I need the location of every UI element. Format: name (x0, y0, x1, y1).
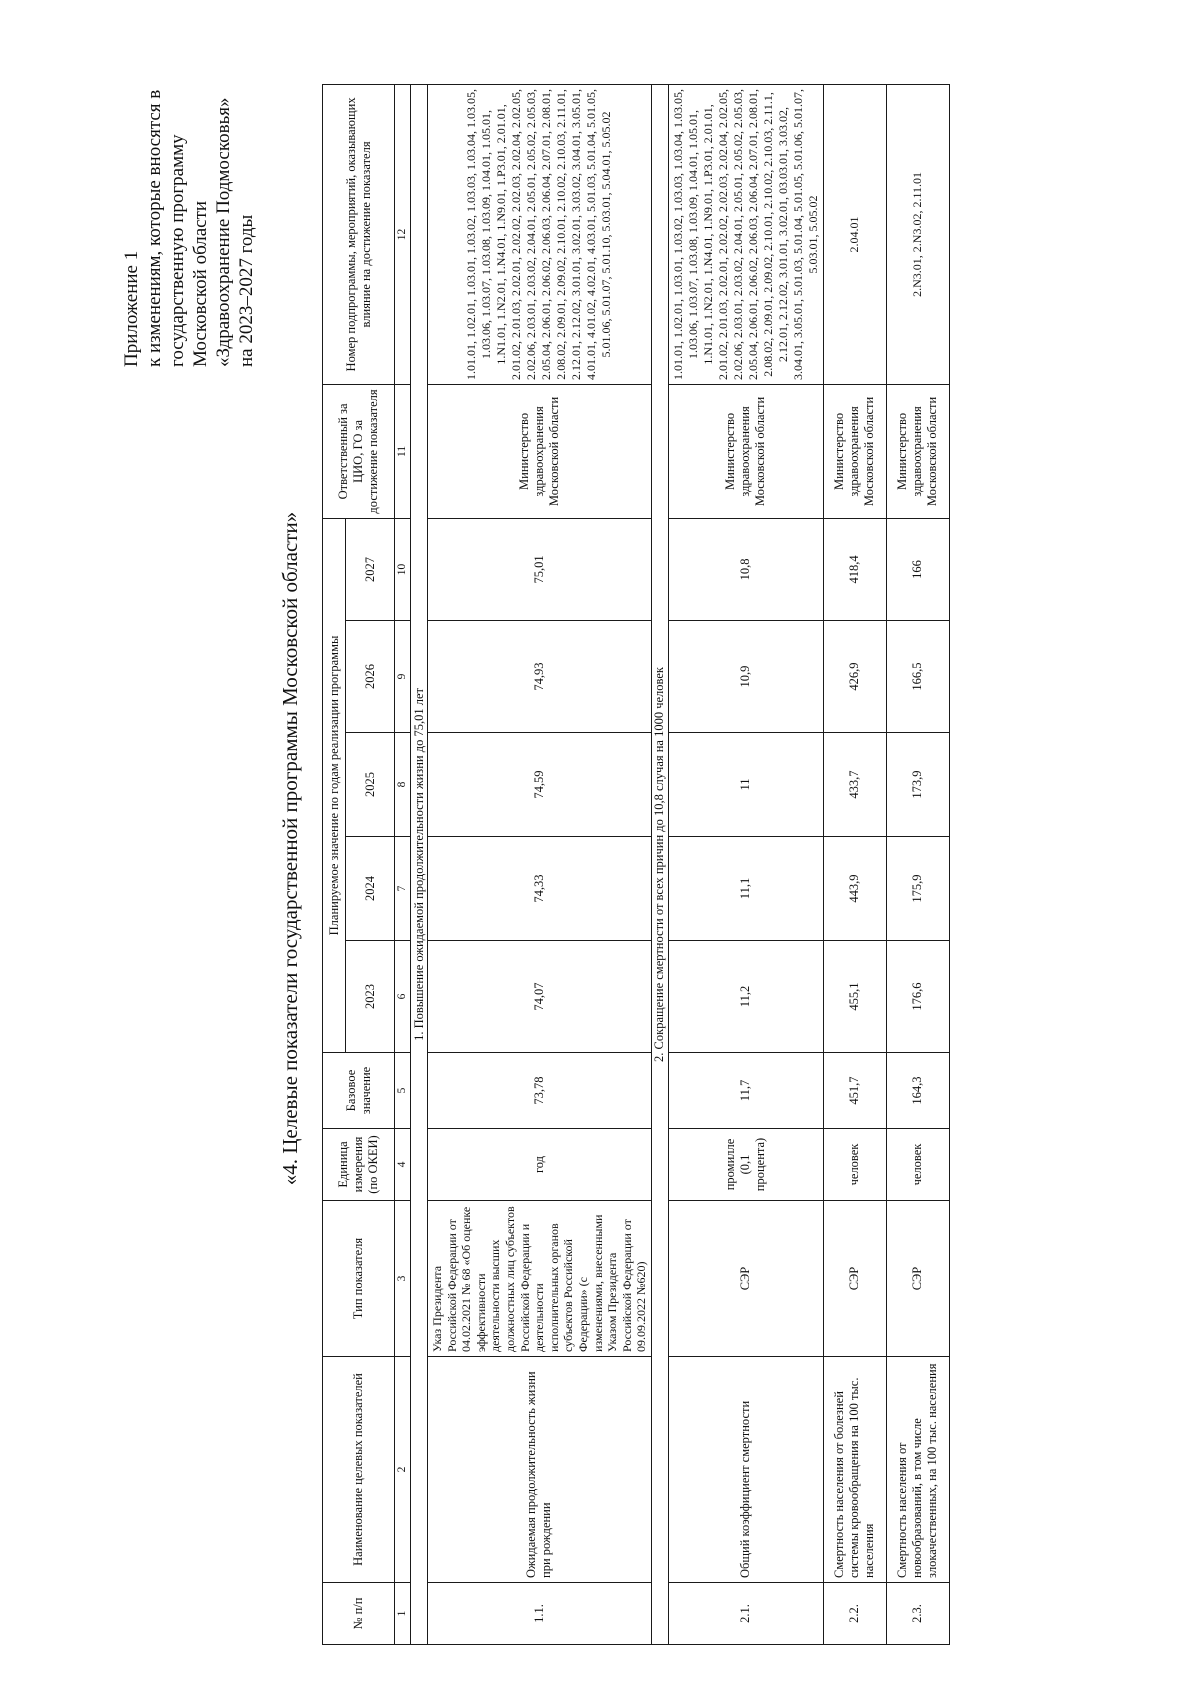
indicator-unit: промилле (0,1 процента) (668, 1129, 823, 1201)
column-number: 8 (395, 733, 411, 837)
indicator-value: 166 (886, 518, 949, 620)
appendix-line: государственную программу (167, 134, 188, 367)
indicator-value: 11 (668, 733, 823, 837)
section-title: 2. Сокращение смертности от всех причин до 10,8 случая на 1000 человек (651, 84, 668, 1644)
indicator-value: 173,9 (886, 733, 949, 837)
row-num: 1.1. (428, 1583, 652, 1645)
header-base: Базовое значение (323, 1053, 395, 1129)
indicator-value: 426,9 (823, 621, 886, 733)
header-planned: Планируемое значение по годам реализации программы (323, 518, 346, 1052)
indicator-activities: 1.01.01, 1.02.01, 1.03.01, 1.03.02, 1.03.03, 1.03.04, 1.03.05, 1.03.06, 1.03.07, 1.03.08, 1.03.09, 1.04.01, 1.05.01, 1.N1.01, 1.N2.01, 1.N4.01, 1.N9.01, 1.P3.01, 2.01.01, 2.01.02, 2.01.03, 2.02.01, 2.02.02, 2.02.03, 2.02.04, 2.02.05, 2.02.06, 2.03.01, 2.03.02, 2.04.01, 2.05.01, 2.05.02, 2.05.03, 2.05.04, 2.06.01, 2.06.02, 2.06.03, 2.06.04, 2.07.01, 2.08.01, 2.08.02, 2.09.01, 2.09.02, 2.10.01, 2.10.02, 2.10.03, 2.11.01, 2.12.01, 2.12.02, 3.01.01, 3.02.01, 3.03.02, 3.04.01, 3.05.01, 4.01.01, 4.01.02, 4.02.01, 4.03.01, 5.01.03, 5.01.04, 5.01.05, 5.01.06, 5.01.07, 5.01.10, 5.03.01, 5.04.01, 5.05.02 (428, 84, 652, 384)
header-responsible: Ответственный за ЦИО, ГО за достижение показателя (323, 384, 395, 518)
column-number: 9 (395, 621, 411, 733)
document-title: «4. Целевые показатели государственной программы Московской области» (278, 511, 302, 1186)
indicator-value: 11,1 (668, 837, 823, 941)
indicator-value: 75,01 (428, 518, 652, 620)
appendix-line: Приложение 1 (121, 250, 142, 367)
indicator-value: 74,93 (428, 621, 652, 733)
indicator-value: 10,9 (668, 621, 823, 733)
column-number: 1 (395, 1583, 411, 1645)
row-num: 2.3. (886, 1583, 949, 1645)
indicator-value: 74,59 (428, 733, 652, 837)
indicator-unit: человек (823, 1129, 886, 1201)
indicator-base: 164,3 (886, 1053, 949, 1129)
appendix-line: на 2023–2027 годы (236, 214, 257, 367)
table-row (886, 84, 949, 1644)
indicator-name: Ожидаемая продолжительность жизни при рождении (428, 1357, 652, 1583)
indicator-type: СЭР (668, 1201, 823, 1357)
indicator-type: СЭР (886, 1201, 949, 1357)
indicator-value: 176,6 (886, 941, 949, 1053)
column-number: 4 (395, 1129, 411, 1201)
indicator-base: 451,7 (823, 1053, 886, 1129)
indicator-value: 11,2 (668, 941, 823, 1053)
appendix-line: «Здравоохранение Подмосковья» (213, 97, 234, 367)
indicator-value: 166,5 (886, 621, 949, 733)
indicator-type: СЭР (823, 1201, 886, 1357)
header-year: 2027 (346, 518, 395, 620)
header-unit: Единица измерения (по ОКЕИ) (323, 1129, 395, 1201)
column-number: 11 (395, 384, 411, 518)
indicator-activities: 2.N3.01, 2.N3.02, 2.11.01 (886, 84, 949, 384)
indicator-unit: человек (886, 1129, 949, 1201)
indicator-name: Смертность населения от болезней системы кровообращения на 100 тыс. населения (823, 1357, 886, 1583)
indicator-responsible: Министерство здравоохранения Московской области (823, 384, 886, 518)
indicator-base: 73,78 (428, 1053, 652, 1129)
row-num: 2.2. (823, 1583, 886, 1645)
header-year: 2024 (346, 837, 395, 941)
header-activities: Номер подпрограммы, мероприятий, оказывающих влияние на достижение показателя (323, 84, 395, 384)
indicator-activities: 2.04.01 (823, 84, 886, 384)
table-row (823, 84, 886, 1644)
column-number: 6 (395, 941, 411, 1053)
indicator-unit: год (428, 1129, 652, 1201)
indicator-responsible: Министерство здравоохранения Московской области (668, 384, 823, 518)
indicator-value: 433,7 (823, 733, 886, 837)
appendix-note (120, 47, 258, 367)
column-number: 5 (395, 1053, 411, 1129)
header-year: 2023 (346, 941, 395, 1053)
column-number: 2 (395, 1357, 411, 1583)
table-row (668, 84, 823, 1644)
column-number: 7 (395, 837, 411, 941)
indicator-responsible: Министерство здравоохранения Московской области (886, 384, 949, 518)
indicator-value: 10,8 (668, 518, 823, 620)
header-num: № п/п (323, 1583, 395, 1645)
indicator-base: 11,7 (668, 1053, 823, 1129)
indicator-type: Указ Президента Российской Федерации от 04.02.2021 № 68 «Об оценке эффективности деятельности высших должностных лиц субъектов Российской Федерации и деятельности исполнительных органов субъектов Российской Федерации» (с изменениями, внесенными Указом Президента Российской Федерации от 09.09.2022 №620) (428, 1201, 652, 1357)
indicator-value: 175,9 (886, 837, 949, 941)
indicator-value: 418,4 (823, 518, 886, 620)
indicator-responsible: Министерство здравоохранения Московской области (428, 384, 652, 518)
header-type: Тип показателя (323, 1201, 395, 1357)
indicator-value: 443,9 (823, 837, 886, 941)
column-number: 3 (395, 1201, 411, 1357)
indicator-activities: 1.01.01, 1.02.01, 1.03.01, 1.03.02, 1.03.03, 1.03.04, 1.03.05, 1.03.06, 1.03.07, 1.03.08, 1.03.09, 1.04.01, 1.05.01, 1.N1.01, 1.N2.01, 1.N4.01, 1.N9.01, 1.P3.01, 2.01.01, 2.01.02, 2.01.03, 2.02.01, 2.02.02, 2.02.03, 2.02.04, 2.02.05, 2.02.06, 2.03.01, 2.03.02, 2.04.01, 2.05.01, 2.05.02, 2.05.03, 2.05.04, 2.06.01, 2.06.02, 2.06.03, 2.06.04, 2.07.01, 2.08.01, 2.08.02, 2.09.01, 2.09.02, 2.10.01, 2.10.02, 2.10.03, 2.11.1, 2.12.01, 2.12.02, 3.01.01, 3.02.01, 03.03.01, 3.03.02, 3.04.01, 3.05.01, 5.01.03, 5.01.04, 5.01.05, 5.01.06, 5.01.07, 5.03.01, 5.05.02 (668, 84, 823, 384)
section-title: 1. Повышение ожидаемой продолжительности жизни до 75,01 лет (411, 84, 428, 1644)
indicator-name: Общий коэффициент смертности (668, 1357, 823, 1583)
appendix-line: к изменениям, которые вносятся в (144, 89, 165, 367)
indicator-value: 455,1 (823, 941, 886, 1053)
header-year: 2025 (346, 733, 395, 837)
indicator-name: Смертность населения от новообразований, в том числе злокачественных, на 100 тыс. населения (886, 1357, 949, 1583)
column-number: 10 (395, 518, 411, 620)
indicator-value: 74,33 (428, 837, 652, 941)
indicators-table (322, 84, 950, 1645)
appendix-line: Московской области (190, 200, 211, 367)
header-year: 2026 (346, 621, 395, 733)
indicator-value: 74,07 (428, 941, 652, 1053)
table-row (428, 84, 652, 1644)
header-name: Наименование целевых показателей (323, 1357, 395, 1583)
row-num: 2.1. (668, 1583, 823, 1645)
column-number: 12 (395, 84, 411, 384)
